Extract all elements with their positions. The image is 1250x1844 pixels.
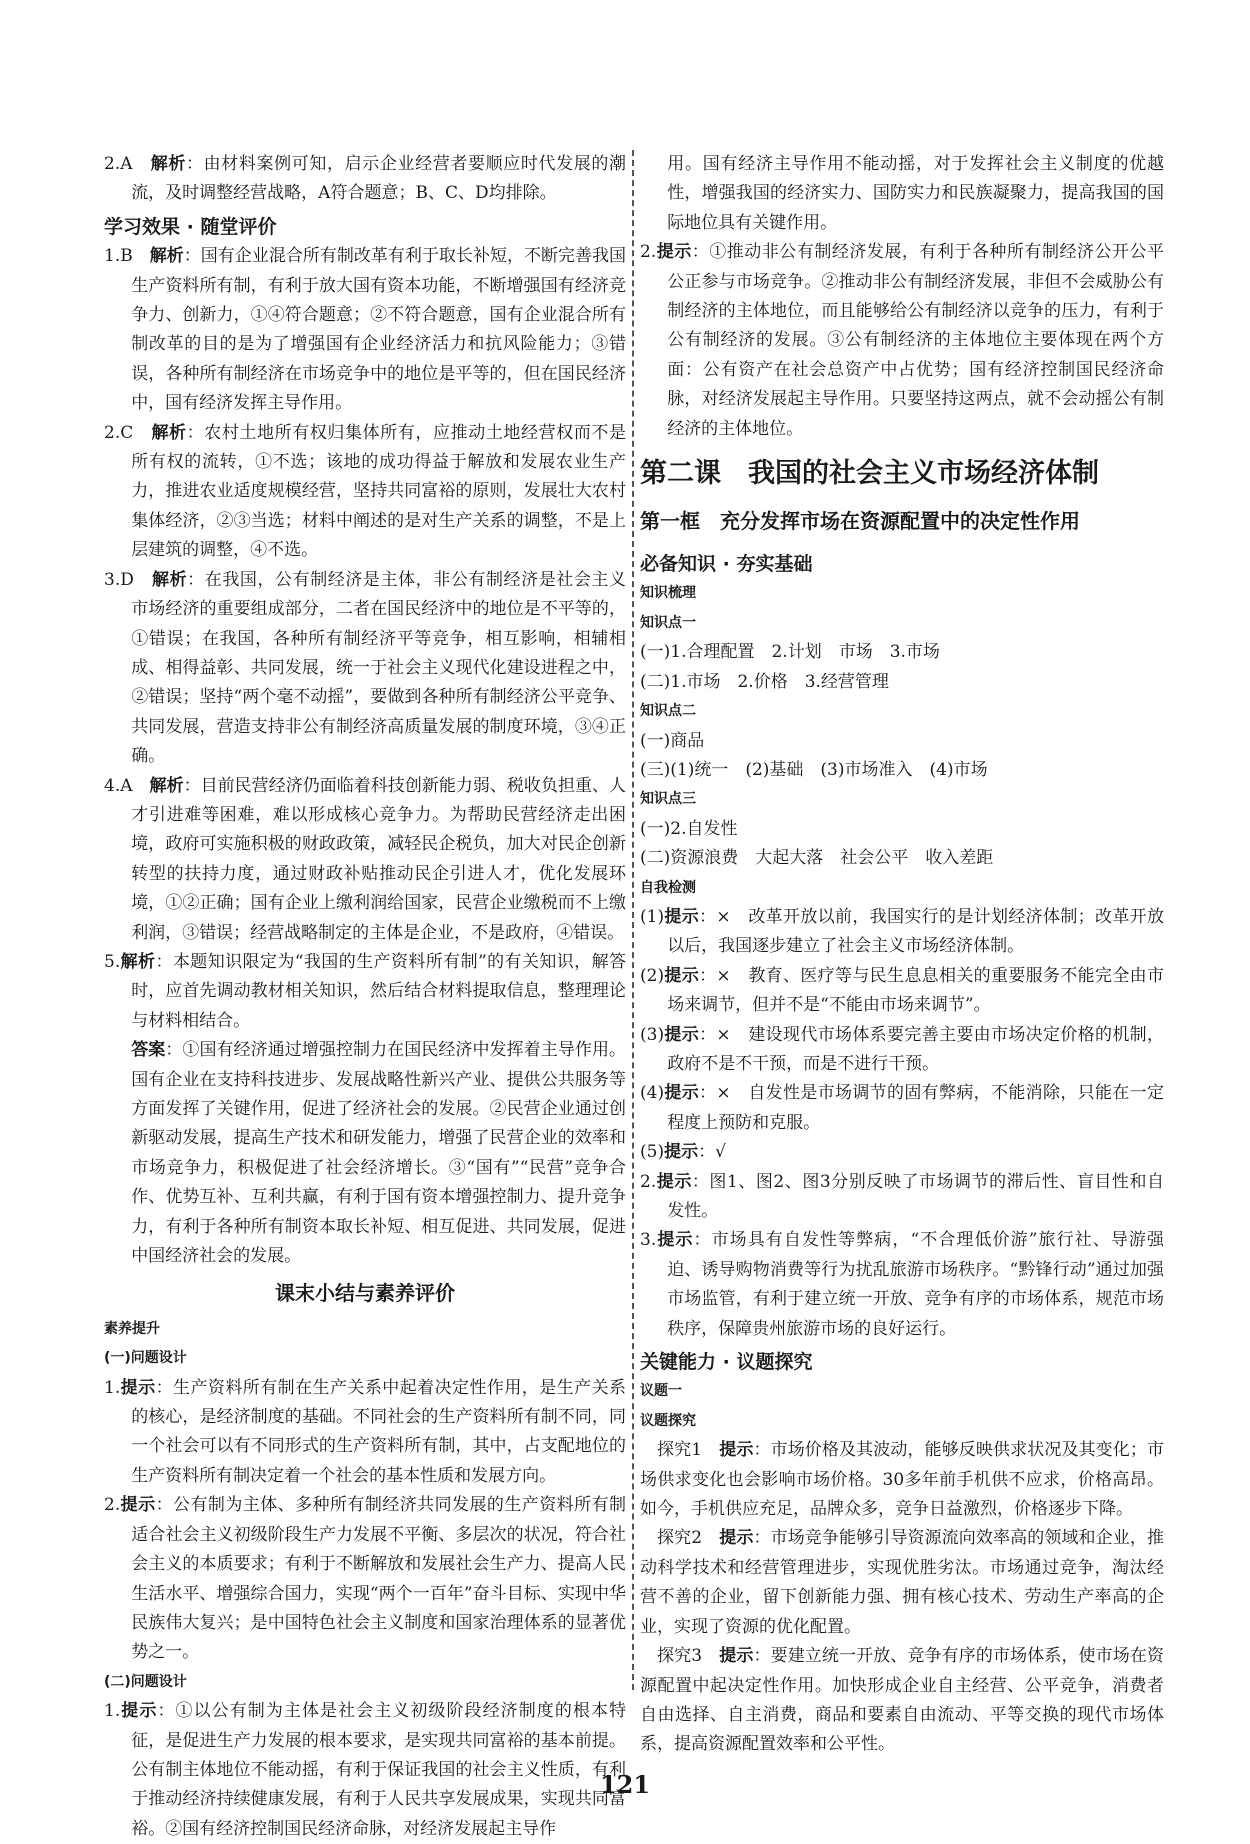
answer-item: 探究1 提示：市场价格及其波动，能够反映供求状况及其变化；市场供求变化也会影响市场价格。30多年前手机供不应求，价格高昂。如今，手机供应充足，品牌众多，竞争日益激烈，价格逐步下降。	[640, 1440, 1164, 1520]
answer-item: (5)提示：√	[640, 1142, 726, 1163]
answer-item: 2.A 解析：由材料案例可知，启示企业经营者要顺应时代发展的潮流，及时调整经营战略，A符合题意；B、C、D均排除。	[104, 154, 626, 204]
subheading: 知识点二	[640, 703, 696, 720]
answer-item: 2.提示：图1、图2、图3分别反映了市场调节的滞后性、盲目性和自发性。	[640, 1171, 1165, 1221]
answer-item: 1.提示：生产资料所有制在生产关系中起着决定性作用，是生产关系的核心，是经济制度的基础。不同社会的生产资料所有制不同，同一个社会可以有不同形式的生产资料所有制，其中，占支配地位的生产资料所有制决定着一个社会的基本性质和发展方向。	[104, 1377, 627, 1486]
subheading: 自我检测	[640, 879, 696, 896]
answer-item: 5.解析：本题知识限定为“我国的生产资料所有制”的有关知识，解答时，应首先调动教材相关知识，然后结合材料提取信息，整理理论与材料相结合。	[104, 951, 627, 1031]
subheading: 知识点一	[640, 614, 696, 631]
answer-item: 1.B 解析：国有企业混合所有制改革有利于取长补短，不断完善我国生产资料所有制，有利于放大国有资本功能，不断增强国有经济竞争力、创新力，①④符合题意；②不符合题意，国有企业混合所有制改革的目的是为了增强国有企业经济活力和抗风险能力；③错误，各种所有制经济在市场竞争中的地位是平等的，但在国民经济中，国有经济发挥主导作用。	[104, 246, 627, 414]
list-item: (一)商品	[640, 730, 705, 751]
answer-text: 用。国有经济主导作用不能动摇，对于发挥社会主义制度的优越性，增强我国的经济实力、国防实力和民族凝聚力，提高我国的国际地位具有关键作用。	[667, 154, 1164, 233]
subheading: (一)问题设计	[104, 1350, 187, 1367]
lesson-title: 第二课 我国的社会主义市场经济体制	[640, 458, 1099, 490]
summary-title: 课末小结与素养评价	[275, 1281, 455, 1306]
answer-item: 3.提示：市场具有自发性等弊病，“不合理低价游”旅行社、导游强迫、诱导购物消费等行为扰乱旅游市场秩序。“黔锋行动”通过加强市场监管，有利于建立统一开放、竞争有序的市场体系，规范市场秩序，保障贵州旅游市场的良好运行。	[640, 1230, 1164, 1339]
answer-item: 2.提示：①推动非公有制经济发展，有利于各种所有制经济公开公平公正参与市场竞争。②推动非公有制经济发展，非但不会威胁公有制经济的主体地位，而且能够给公有制经济以竞争的压力，有利于公有制经济的发展。③公有制经济的主体地位主要体现在两个方面：公有资产在社会总资产中占优势；国有经济控制国民经济命脉，对经济发展起主导作用。只要坚持这两点，就不会动摇公有制经济的主体地位。	[640, 242, 1165, 439]
answer-item: (1)提示：× 改革开放以前，我国实行的是计划经济体制；改革开放以后，我国逐步建立了社会主义市场经济体制。	[640, 906, 1164, 957]
answer-item: (2)提示：× 教育、医疗等与民生息息相关的重要服务不能完全由市场来调节，但并不是“不能由市场来调节”。	[640, 965, 1164, 1016]
answer-item: 2.C 解析：农村土地所有权归集体所有，应推动土地经营权而不是所有权的流转，①不选；该地的成功得益于解放和发展农业生产力，推进农业适度规模经营，坚持共同富裕的原则，发展壮大农村集体经济，②③当选；材料中阐述的是对生产关系的调整，不是上层建筑的调整，④不选。	[104, 422, 627, 561]
answer-text: 答案：①国有经济通过增强控制力在国民经济中发挥着主导作用。国有企业在支持科技进步、发展战略性新兴产业、提供公共服务等方面发挥了关键作用，促进了经济社会的发展。②民营企业通过创新驱动发展，提高生产技术和研发能力，增强了民营企业的效率和市场竞争力，积极促进了社会经济增长。③“国有”“民营”竞争合作、优势互补、互利共赢，有利于国有资本增强控制力、提升竞争力，有利于各种所有制资本取长补短、相互促进、共同发展，促进中国经济社会的发展。	[131, 1040, 627, 1267]
subheading: 素养提升	[104, 1320, 160, 1337]
subheading: (二)问题设计	[104, 1673, 187, 1690]
right-column	[640, 150, 1164, 1760]
list-item: (一)2.自发性	[640, 818, 738, 839]
section-heading: 必备知识 · 夯实基础	[640, 553, 813, 576]
answer-item: (3)提示：× 建设现代市场体系要完善主要由市场决定价格的机制，政府不是不干预，而是不进行干预。	[640, 1024, 1164, 1074]
list-item: (三)(1)统一 (2)基础 (3)市场准入 (4)市场	[640, 759, 988, 780]
subheading: 知识点三	[640, 791, 696, 808]
frame-title: 第一框 充分发挥市场在资源配置中的决定性作用	[640, 509, 1080, 534]
answer-item: 1.提示：①以公有制为主体是社会主义初级阶段经济制度的根本特征，是促进生产力发展的根本要求，是实现共同富裕的基本前提。公有制主体地位不能动摇，有利于保证我国的社会主义性质，有利于推动经济持续健康发展，有利于人民共享发展成果，实现共同富裕。②国有经济控制国民经济命脉，对经济发展起主导作	[104, 1701, 627, 1839]
list-item: (二)1.市场 2.价格 3.经营管理	[640, 671, 889, 692]
answer-item: 探究3 提示：要建立统一开放、竞争有序的市场体系，使市场在资源配置中起决定性作用。加快形成企业自主经营、公平竞争，消费者自由选择、自主消费，商品和要素自由流动、平等交换的现代市场体系，提高资源配置效率和公平性。	[640, 1646, 1164, 1755]
answer-item: 探究2 提示：市场竞争能够引导资源流向效率高的领域和企业，推动科学技术和经营管理进步，实现优胜劣汰。市场通过竞争，淘汰经营不善的企业，留下创新能力强、拥有核心技术、劳动生产率高的企业，实现了资源的优化配置。	[640, 1528, 1164, 1637]
column-divider	[632, 150, 634, 1690]
subheading: 知识梳理	[640, 585, 696, 602]
list-item: (一)1.合理配置 2.计划 市场 3.市场	[640, 642, 940, 663]
answer-item: 3.D 解析：在我国，公有制经济是主体，非公有制经济是社会主义市场经济的重要组成部分，二者在国民经济中的地位是不平等的，①错误；在我国，各种所有制经济平等竞争，相互影响，相辅相成、相得益彰、共同发展，统一于社会主义现代化建设进程之中，②错误；坚持“两个毫不动摇”，要做到各种所有制经济公平竞争、共同发展，营造支持非公有制经济高质量发展的制度环境，③④正确。	[104, 569, 627, 767]
page-number: 121	[599, 1770, 651, 1799]
subheading: 议题探究	[640, 1412, 696, 1429]
answer-item: (4)提示：× 自发性是市场调节的固有弊病，不能消除，只能在一定程度上预防和克服。	[640, 1083, 1164, 1133]
section-heading: 学习效果 · 随堂评价	[104, 215, 277, 238]
section-heading: 关键能力 · 议题探究	[640, 1351, 813, 1374]
list-item: (二)资源浪费 大起大落 社会公平 收入差距	[640, 848, 994, 869]
answer-item: 4.A 解析：目前民营经济仍面临着科技创新能力弱、税收负担重、人才引进难等困难，难以形成核心竞争力。为帮助民营经济走出困境，政府可实施积极的财政政策，减轻民企税负，加大对民企创新转型的扶持力度，通过财政补贴推动民企引进人才，优化发展环境，①②正确；国有企业上缴利润给国家，民营企业缴税而不上缴利润，③错误；经营战略制定的主体是企业，不是政府，④错误。	[104, 775, 627, 943]
answer-item: 2.提示：公有制为主体、多种所有制经济共同发展的生产资料所有制适合社会主义初级阶段生产力发展不平衡、多层次的状况，符合社会主义的本质要求；有利于不断解放和发展社会生产力、提高人民生活水平、增强综合国力，实现“两个一百年”奋斗目标、实现中华民族伟大复兴；是中国特色社会主义制度和国家治理体系的显著优势之一。	[104, 1495, 627, 1663]
left-column	[104, 150, 626, 1844]
subheading: 议题一	[640, 1383, 682, 1400]
